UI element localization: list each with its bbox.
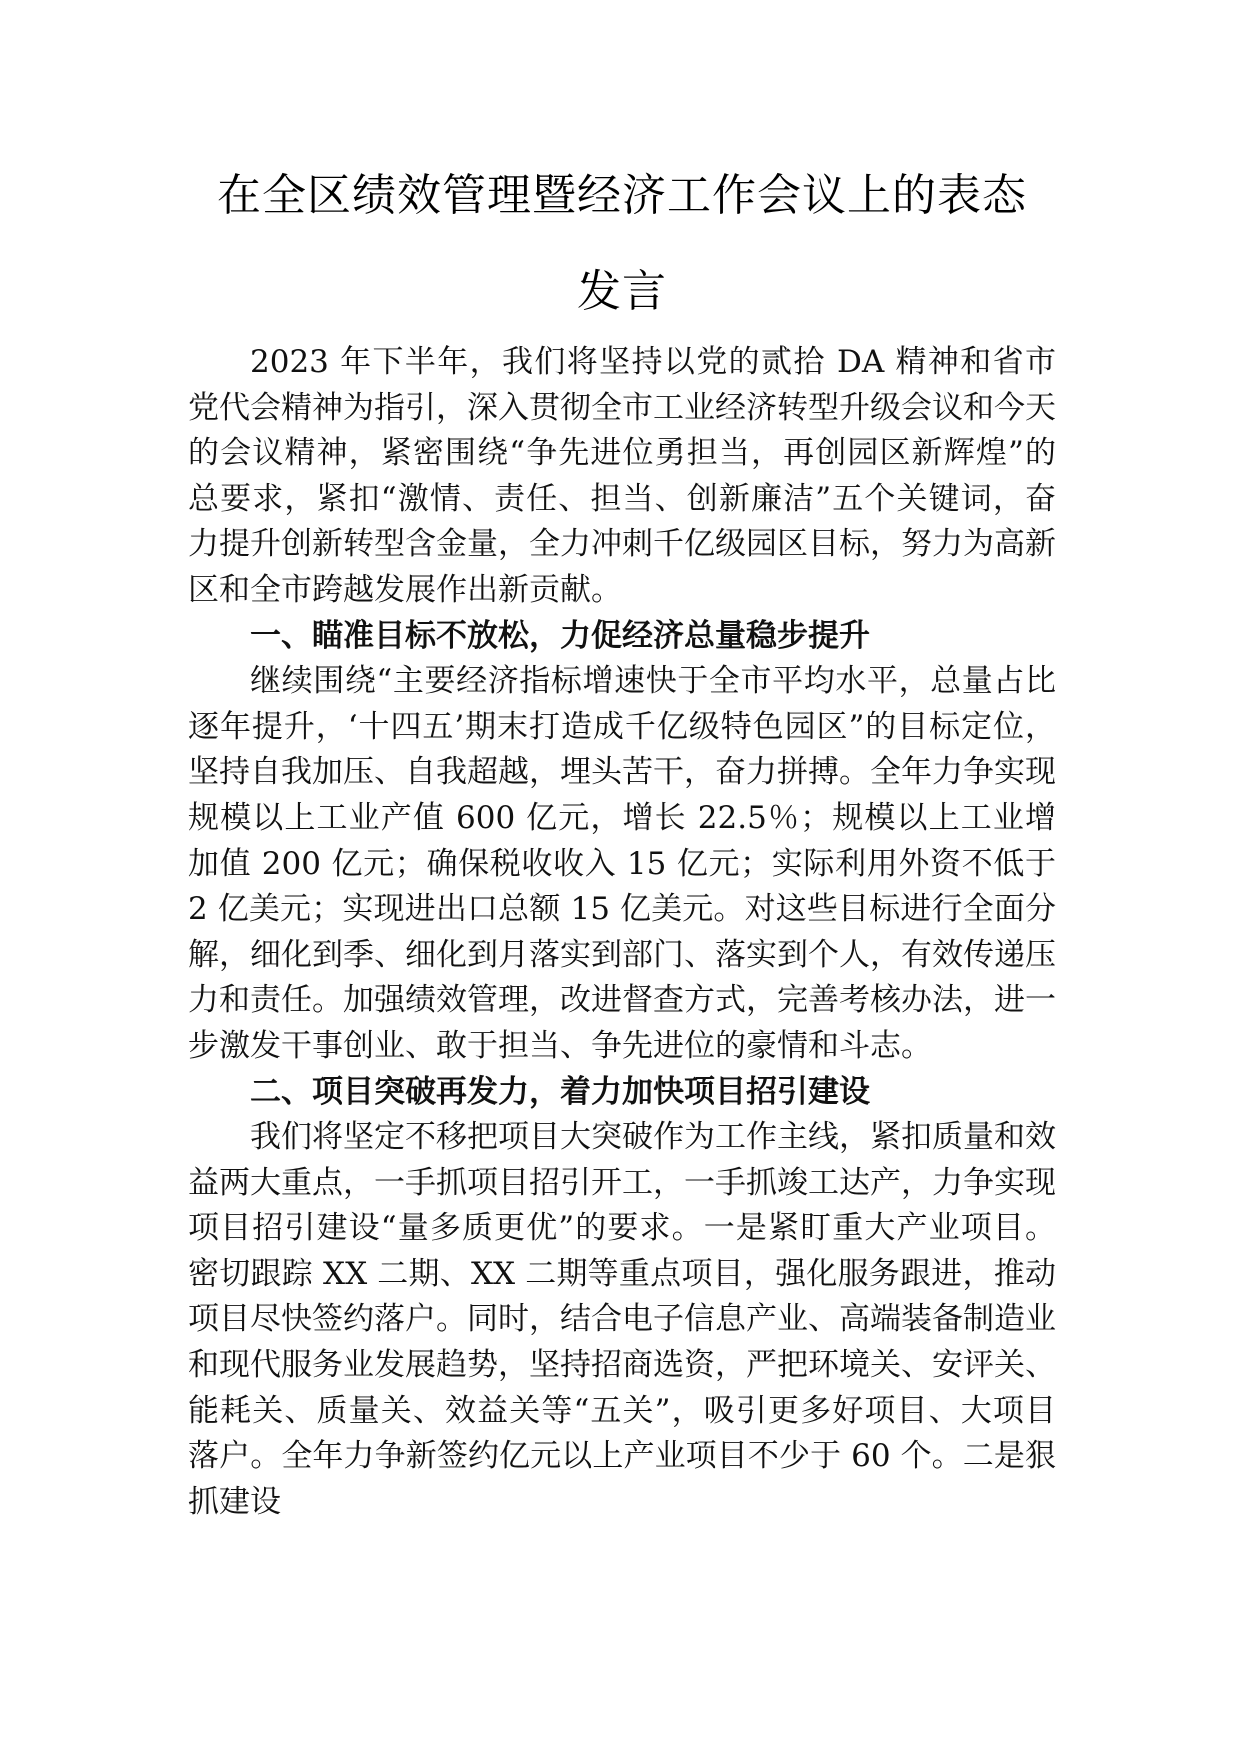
title-line-1: 在全区绩效管理暨经济工作会议上的表态 <box>217 170 1027 221</box>
document-page <box>188 148 1056 1525</box>
document-title <box>188 148 1056 340</box>
section-2-body: 我们将坚定不移把项目大突破作为工作主线，紧扣质量和效益两大重点，一手抓项目招引开工，一手抓竣工达产，力争实现项目招引建设“量多质更优”的要求。一是紧盯重大产业项目。密切跟踪 XX 二期、XX 二期等重点项目，强化服务跟进，推动项目尽快签约落户。同时，结合电子信息产业、高端装备制造业和现代服务业发展趋势，坚持招商选资，严把环境关、安评关、能耗关、质量关、效益关等“五关”，吸引更多好项目、大项目落户。全年力争新签约亿元以上产业项目不少于 60 个。二是狠抓建设 <box>188 1119 1056 1520</box>
section-1-body: 继续围绕“主要经济指标增速快于全市平均水平，总量占比逐年提升，‘十四五’期末打造成千亿级特色园区”的目标定位，坚持自我加压、自我超越，埋头苦干，奋力拼搏。全年力争实现规模以上工业产值 600 亿元，增长 22.5％；规模以上工业增加值 200 亿元；确保税收收入 15 亿元；实际利用外资不低于 2 亿美元；实现进出口总额 15 亿美元。对这些目标进行全面分解，细化到季、细化到月落实到部门、落实到个人，有效传递压力和责任。加强绩效管理，改进督查方式，完善考核办法，进一步激发干事创业、敢于担当、争先进位的豪情和斗志。 <box>188 663 1056 1064</box>
section-1-heading: 一、瞄准目标不放松，力促经济总量稳步提升 <box>250 617 870 654</box>
section-2-heading: 二、项目突破再发力，着力加快项目招引建设 <box>250 1073 870 1110</box>
intro-paragraph: 2023 年下半年，我们将坚持以党的贰拾 DA 精神和省市党代会精神为指引，深入贯彻全市工业经济转型升级会议和今天的会议精神，紧密围绕“争先进位勇担当，再创园区新辉煌”的总要求，紧扣“激情、责任、担当、创新廉洁”五个关键词，奋力提升创新转型含金量，全力冲刺千亿级园区目标，努力为高新区和全市跨越发展作出新贡献。 <box>188 344 1056 608</box>
title-line-2: 发言 <box>577 266 667 317</box>
